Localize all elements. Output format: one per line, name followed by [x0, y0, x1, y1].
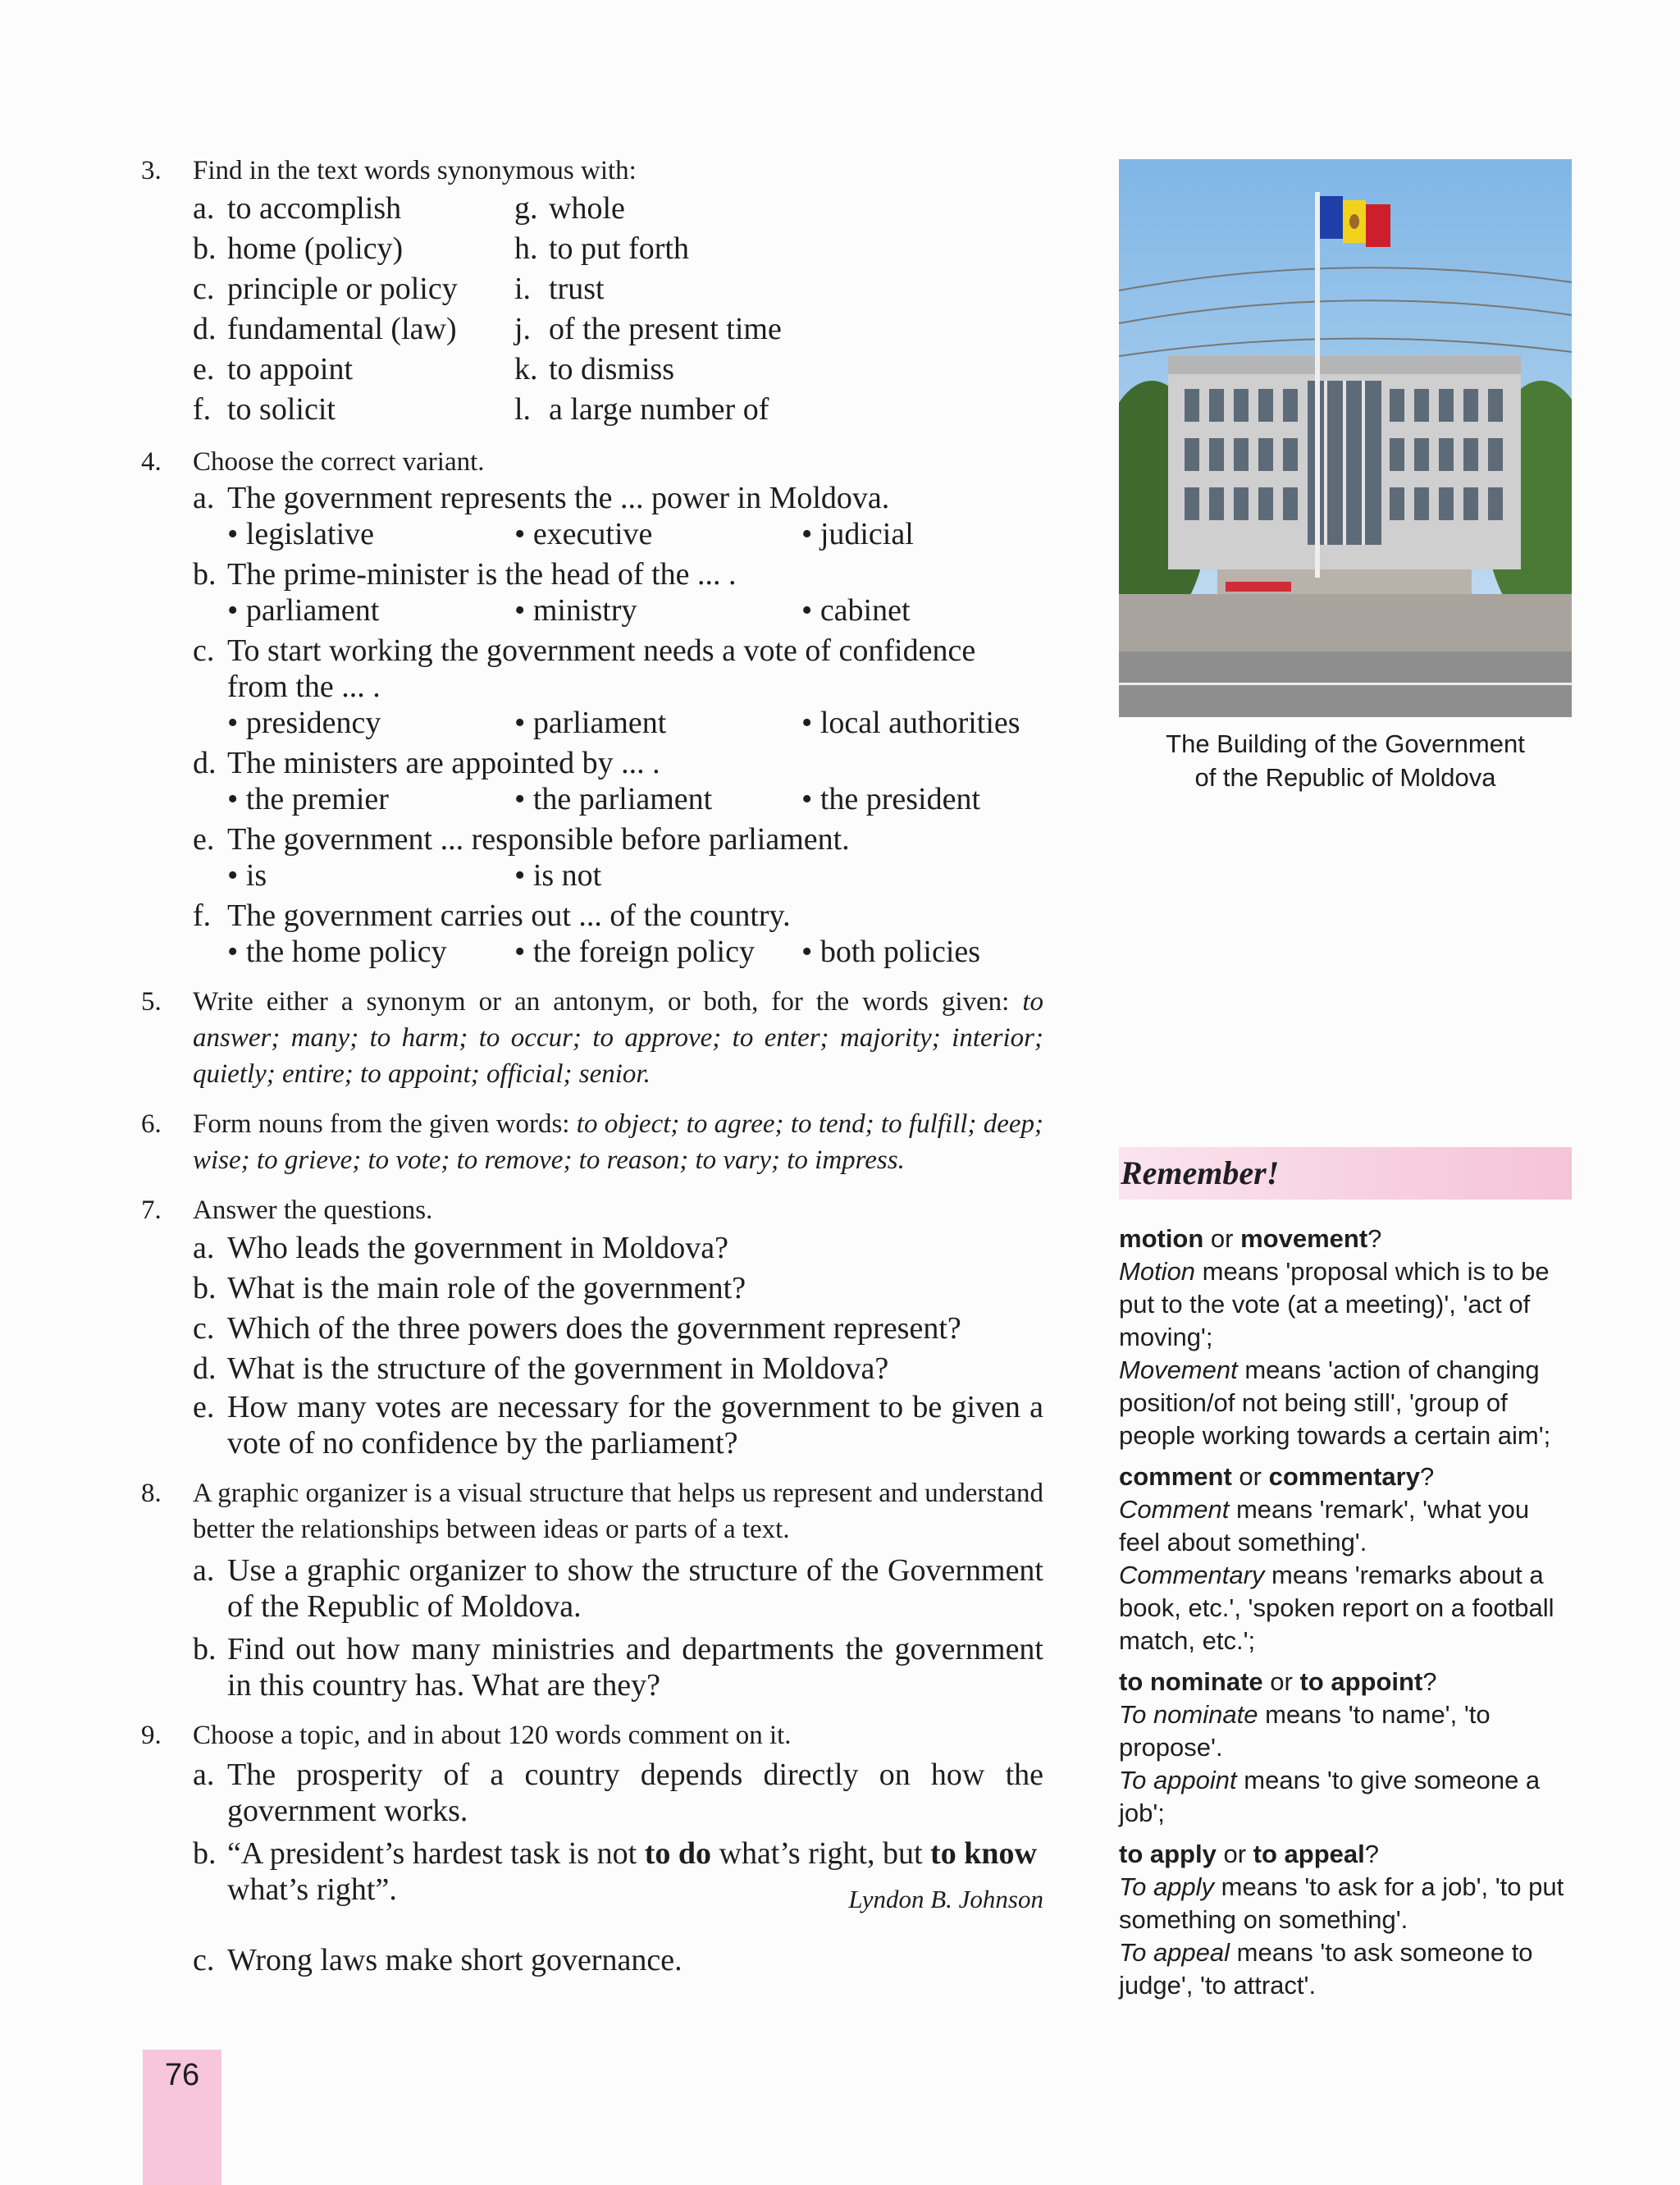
item-letter: c.	[193, 1943, 215, 1977]
list-item	[514, 229, 859, 269]
option[interactable]: • the foreign policy	[514, 934, 801, 970]
quote-text: what’s right”.	[227, 1872, 397, 1907]
options	[193, 934, 1043, 970]
question-text: How many votes are necessary for the government to be given a vote of no confidence by the parliament?	[227, 1390, 1043, 1460]
definition: means 'action of changing position/of not being still', 'group of people working towards a certain aim';	[1119, 1355, 1551, 1450]
term: to apply	[1119, 1840, 1217, 1868]
item-text: fundamental (law)	[227, 312, 457, 346]
term-italic: To nominate	[1119, 1700, 1258, 1729]
list-item	[514, 189, 859, 229]
item-text: to appoint	[227, 352, 354, 386]
exercise-number: 9.	[141, 1721, 162, 1750]
definition: means 'remarks about a book, etc.', 'spoken report on a football match, etc.';	[1119, 1561, 1554, 1655]
question-e	[193, 821, 1043, 857]
question-b	[193, 556, 1043, 592]
vocabulary-entry	[1119, 1460, 1572, 1657]
word-list: to answer; many; to harm; to occur; to approve; to enter; majority; interior; quietly; entire; to appoint; official; senior.	[193, 987, 1043, 1089]
exercise-5	[141, 984, 1043, 1092]
question-a	[193, 480, 1043, 516]
list-item	[514, 269, 859, 309]
remember-header	[1119, 1147, 1572, 1200]
remember-title: Remember!	[1121, 1154, 1280, 1191]
options	[193, 592, 1043, 629]
item-letter: d.	[193, 312, 217, 346]
exercise-8	[141, 1475, 1043, 1703]
list-item	[193, 1309, 1043, 1349]
item-letter: c.	[193, 633, 215, 668]
list-item	[193, 229, 514, 269]
list-item	[193, 1631, 1043, 1703]
item-letter: b.	[193, 231, 217, 266]
item-letter: b.	[193, 1632, 217, 1666]
quote-text: what’s right, but	[711, 1836, 931, 1871]
option[interactable]: • cabinet	[801, 592, 1089, 629]
exercise-number: 6.	[141, 1109, 162, 1139]
question-text: The ministers are appointed by ... .	[227, 746, 660, 780]
exercise-number: 4.	[141, 447, 162, 477]
options	[193, 781, 1043, 817]
question-text: Which of the three powers does the government represent?	[227, 1311, 961, 1346]
vocabulary-entry	[1119, 1223, 1572, 1452]
task-list	[193, 1552, 1043, 1703]
term: to nominate	[1119, 1667, 1263, 1696]
topic-text: The prosperity of a country depends directly on how the government works.	[227, 1758, 1043, 1828]
list-item	[193, 1552, 1043, 1625]
item-letter: d.	[193, 746, 217, 780]
list-item	[514, 309, 859, 350]
item-text: principle or policy	[227, 272, 458, 306]
option[interactable]: • legislative	[227, 516, 514, 552]
list-item	[514, 390, 859, 430]
term: motion	[1119, 1224, 1204, 1253]
connector: or	[1216, 1840, 1253, 1868]
question-text: To start working the government needs a vote of confidence	[227, 633, 976, 668]
list-item	[193, 1268, 1043, 1309]
exercise-4	[141, 444, 1043, 970]
term: movement	[1240, 1224, 1368, 1253]
question-c	[193, 633, 1043, 705]
option[interactable]: • judicial	[801, 516, 1089, 552]
question-text: What is the main role of the government?	[227, 1271, 746, 1305]
term: to appeal	[1253, 1840, 1365, 1868]
options	[193, 705, 1043, 741]
item-letter: h.	[514, 231, 538, 266]
quote-author: Lyndon B. Johnson	[848, 1885, 1043, 1913]
question-text: The government ... responsible before parliament.	[227, 822, 850, 857]
exercise-instruction: Answer the questions.	[193, 1195, 433, 1225]
item-text: to put forth	[549, 231, 689, 266]
photo-caption	[1119, 727, 1572, 794]
vocabulary-entry	[1119, 1838, 1572, 2002]
topic-list	[193, 1757, 1043, 1978]
topic-text: Wrong laws make short governance.	[227, 1943, 682, 1977]
option[interactable]: • both policies	[801, 934, 1089, 970]
item-letter: l.	[514, 392, 532, 427]
definition: means 'to name', 'to propose'.	[1119, 1700, 1491, 1762]
item-text: to solicit	[227, 392, 336, 427]
option[interactable]: • ministry	[514, 592, 801, 629]
list-item	[193, 1228, 1043, 1268]
item-letter: a.	[193, 481, 215, 515]
remember-body	[1119, 1223, 1572, 2010]
option[interactable]: • the home policy	[227, 934, 514, 970]
definition: means 'to give someone a job';	[1119, 1766, 1541, 1827]
option[interactable]: • is	[227, 857, 514, 894]
term-italic: Commentary	[1119, 1561, 1265, 1589]
list-item	[193, 309, 514, 350]
item-letter: j.	[514, 312, 532, 346]
question-list	[193, 1228, 1043, 1461]
list-item	[514, 350, 859, 390]
connector: or	[1262, 1667, 1300, 1696]
item-text: whole	[549, 191, 625, 226]
item-letter: f.	[193, 392, 212, 427]
exercise-instruction: A graphic organizer is a visual structure that helps us represent and understand better the relationships between ideas or parts of a text.	[193, 1479, 1043, 1544]
item-letter: k.	[514, 352, 538, 386]
list-item	[193, 390, 514, 430]
item-letter: b.	[193, 557, 217, 592]
topic-a	[193, 1757, 1043, 1829]
item-text: to accomplish	[227, 191, 402, 226]
term-italic: Movement	[1119, 1355, 1238, 1384]
government-building-photo	[1119, 159, 1572, 717]
topic-b	[193, 1835, 1043, 1918]
term: commentary	[1268, 1462, 1420, 1491]
item-text: of the present time	[549, 312, 782, 346]
sidebar-figure	[1119, 159, 1572, 794]
exercise-instruction: Find in the text words synonymous with:	[193, 156, 637, 185]
vocabulary-entry	[1119, 1666, 1572, 1830]
option[interactable]: • is not	[514, 857, 801, 894]
question-text: The government carries out ... of the country.	[227, 898, 791, 933]
exercise-instruction: Write either a synonym or an antonym, or both, for the words given:	[193, 987, 1023, 1017]
term-italic: Comment	[1119, 1495, 1230, 1524]
term-italic: To appoint	[1119, 1766, 1237, 1794]
question-text: The government represents the ... power in Moldova.	[227, 481, 890, 515]
item-text: to dismiss	[549, 352, 675, 386]
definition: means 'proposal which is to be put to the vote (at a meeting)', 'act of moving';	[1119, 1257, 1550, 1351]
connector: or	[1231, 1462, 1269, 1491]
option[interactable]: • the parliament	[514, 781, 801, 817]
quote-emphasis: to know	[930, 1836, 1037, 1871]
term: to appoint	[1299, 1667, 1423, 1696]
building-illustration	[1119, 159, 1572, 717]
item-letter: f.	[193, 898, 212, 933]
item-text: trust	[549, 272, 605, 306]
options	[193, 516, 1043, 552]
item-letter: a.	[193, 191, 215, 226]
task-text: Find out how many ministries and departments the government in this country has. What are they?	[227, 1632, 1043, 1703]
exercise-7	[141, 1192, 1043, 1461]
topic-c	[193, 1942, 1043, 1978]
exercise-number: 3.	[141, 156, 162, 185]
list-item	[193, 189, 514, 229]
task-text: Use a graphic organizer to show the structure of the Government of the Republic of Moldova.	[227, 1553, 1043, 1624]
item-letter: b.	[193, 1271, 217, 1305]
definition: means 'to ask for a job', 'to put something on something'.	[1119, 1872, 1564, 1934]
punctuation: ?	[1422, 1667, 1437, 1696]
term-italic: Motion	[1119, 1257, 1196, 1286]
option[interactable]: • parliament	[227, 592, 514, 629]
list-item	[193, 1389, 1043, 1461]
word-list: to object; to agree; to tend; to fulfill; deep; wise; to grieve; to vote; to remove; to reason; to vary; to impress.	[193, 1109, 1043, 1175]
exercise-instruction: Form nouns from the given words:	[193, 1109, 577, 1139]
synonym-list	[193, 189, 1043, 430]
page-number-tab	[143, 2050, 221, 2185]
option[interactable]: • local authorities	[801, 705, 1089, 741]
option[interactable]: • executive	[514, 516, 801, 552]
question-text: The prime-minister is the head of the ... .	[227, 557, 737, 592]
exercise-number: 7.	[141, 1195, 162, 1225]
question-text: Who leads the government in Moldova?	[227, 1231, 729, 1265]
term-italic: To appeal	[1119, 1938, 1230, 1967]
exercise-6	[141, 1106, 1043, 1178]
definition: means 'remark', 'what you feel about something'.	[1119, 1495, 1530, 1556]
definition: means 'to ask someone to judge', 'to attract'.	[1119, 1938, 1533, 2000]
list-item	[193, 350, 514, 390]
exercise-number: 8.	[141, 1479, 162, 1508]
item-letter: a.	[193, 1553, 215, 1588]
question-text: What is the structure of the government in Moldova?	[227, 1351, 889, 1386]
exercises-column	[141, 153, 1043, 1992]
question-text-continued: from the ... .	[227, 670, 381, 704]
item-letter: b.	[193, 1836, 217, 1871]
page-number: 76	[164, 2058, 200, 2092]
exercise-instruction: Choose a topic, and in about 120 words comment on it.	[193, 1721, 792, 1750]
caption-line: The Building of the Government	[1166, 729, 1525, 758]
question-f	[193, 898, 1043, 934]
option[interactable]: • parliament	[514, 705, 801, 741]
item-letter: a.	[193, 1231, 215, 1265]
item-letter: c.	[193, 272, 215, 306]
punctuation: ?	[1419, 1462, 1435, 1491]
option[interactable]: • the premier	[227, 781, 514, 817]
punctuation: ?	[1364, 1840, 1379, 1868]
quote-emphasis: to do	[644, 1836, 711, 1871]
quote-text: “A president’s hardest task is not	[227, 1836, 645, 1871]
list-item	[193, 269, 514, 309]
item-letter: i.	[514, 272, 532, 306]
item-letter: e.	[193, 1390, 215, 1424]
exercise-9	[141, 1717, 1043, 1978]
option[interactable]: • presidency	[227, 705, 514, 741]
exercise-number: 5.	[141, 987, 162, 1017]
item-letter: e.	[193, 822, 215, 857]
list-item	[193, 1349, 1043, 1389]
punctuation: ?	[1367, 1224, 1382, 1253]
term: comment	[1119, 1462, 1232, 1491]
question-d	[193, 745, 1043, 781]
option[interactable]: • the president	[801, 781, 1089, 817]
caption-line: of the Republic of Moldova	[1194, 763, 1496, 792]
item-letter: a.	[193, 1758, 215, 1792]
item-letter: e.	[193, 352, 215, 386]
item-text: a large number of	[549, 392, 769, 427]
item-letter: g.	[514, 191, 538, 226]
item-letter: c.	[193, 1311, 215, 1346]
options	[193, 857, 1043, 894]
exercise-3	[141, 153, 1043, 430]
exercise-instruction: Choose the correct variant.	[193, 447, 485, 477]
item-letter: d.	[193, 1351, 217, 1386]
term-italic: To apply	[1119, 1872, 1215, 1901]
connector: or	[1203, 1224, 1241, 1253]
item-text: home (policy)	[227, 231, 404, 266]
